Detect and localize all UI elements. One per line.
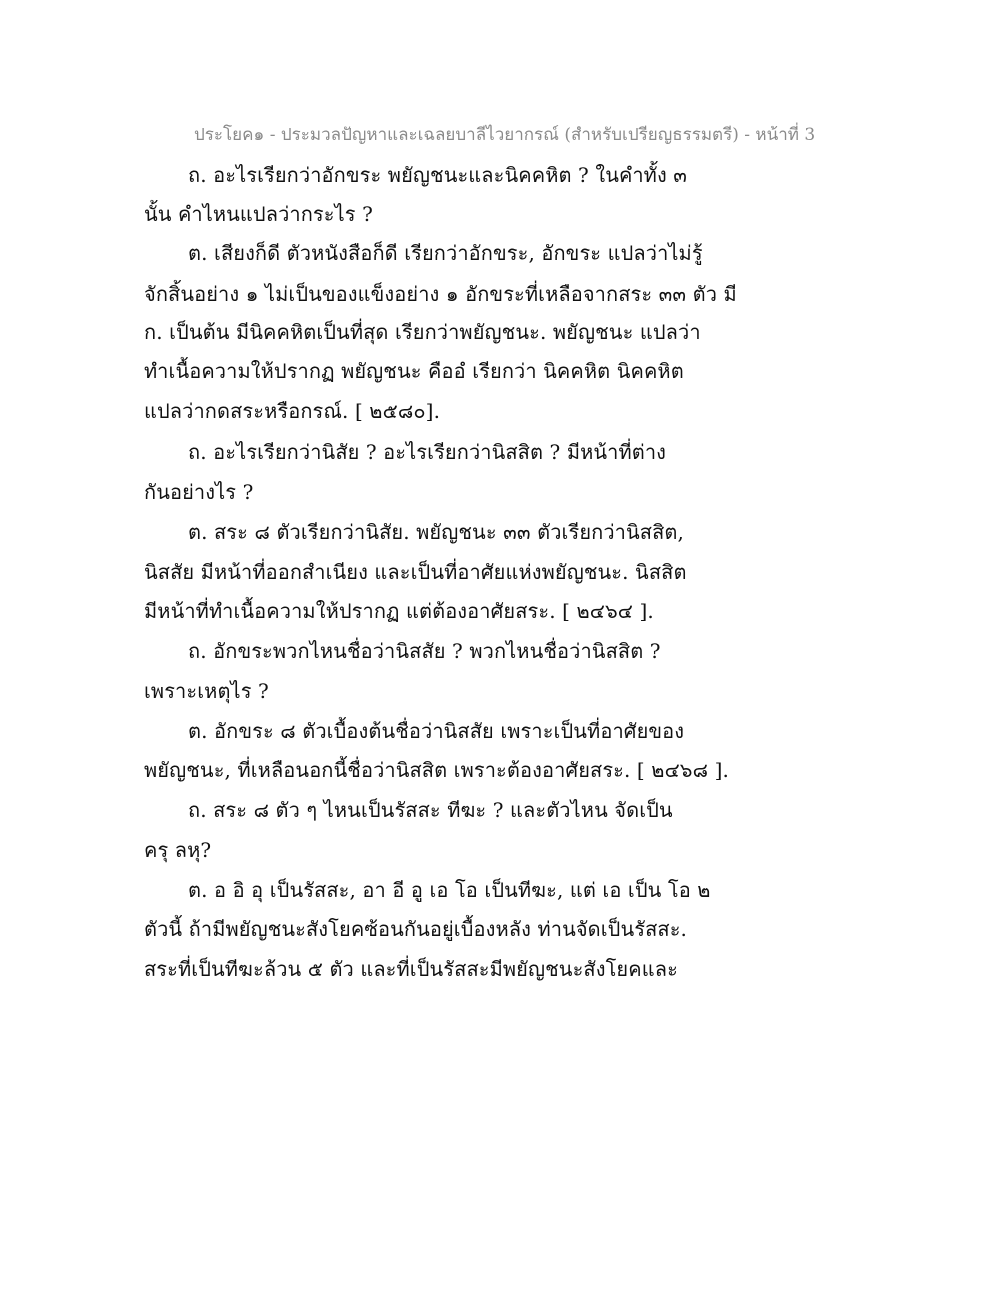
answer-line: ต. อ อิ อุ เป็นรัสสะ, อา อี อู เอ โอ เป็นทีฆะ, แต่ เอ เป็น โอ ๒ bbox=[188, 878, 711, 902]
question-line: เพราะเหตุไร ? bbox=[144, 679, 269, 703]
answer-line: มีหน้าที่ทำเนื้อความให้ปรากฏ แต่ต้องอาศัยสระ. [ ๒๔๖๔ ]. bbox=[144, 599, 654, 623]
answer-line: ทำเนื้อความให้ปรากฏ พยัญชนะ คืออํ เรียกว่า นิคคหิต นิคคหิต bbox=[144, 359, 684, 383]
answer-line: พยัญชนะ, ที่เหลือนอกนี้ชื่อว่านิสสิต เพราะต้องอาศัยสระ. [ ๒๔๖๘ ]. bbox=[144, 758, 729, 782]
answer-line: จักสิ้นอย่าง ๑ ไม่เป็นของแข็งอย่าง ๑ อักขระที่เหลือจากสระ ๓๓ ตัว มี bbox=[144, 282, 737, 306]
question-line: กันอย่างไร ? bbox=[144, 480, 254, 504]
question-line: ถ. อะไรเรียกว่านิสัย ? อะไรเรียกว่านิสสิต ? มีหน้าที่ต่าง bbox=[188, 440, 667, 464]
answer-line: นิสสัย มีหน้าที่ออกสำเนียง และเป็นที่อาศัยแห่งพยัญชนะ. นิสสิต bbox=[144, 560, 687, 584]
question-line: ครุ ลหุ? bbox=[144, 838, 212, 862]
page-header: ประโยค๑ - ประมวลปัญหาและเฉลยบาลีไวยากรณ์ (สำหรับเปรียญธรรมตรี) - หน้าที่ 3 bbox=[194, 125, 816, 145]
answer-line: ตัวนี้ ถ้ามีพยัญชนะสังโยคซ้อนกันอยู่เบื้องหลัง ท่านจัดเป็นรัสสะ. bbox=[144, 917, 688, 941]
question-line: ถ. สระ ๘ ตัว ๆ ไหนเป็นรัสสะ ทีฆะ ? และตัวไหน จัดเป็น bbox=[188, 798, 673, 822]
answer-line: สระที่เป็นทีฆะล้วน ๕ ตัว และที่เป็นรัสสะมีพยัญชนะสังโยคและ bbox=[144, 957, 678, 981]
answer-line: ต. เสียงก็ดี ตัวหนังสือก็ดี เรียกว่าอักขระ, อักขระ แปลว่าไม่รู้ bbox=[188, 241, 703, 265]
answer-line: ต. อักขระ ๘ ตัวเบื้องต้นชื่อว่านิสสัย เพราะเป็นที่อาศัยของ bbox=[188, 719, 685, 743]
question-line: นั้น คำไหนแปลว่ากระไร ? bbox=[144, 202, 373, 226]
answer-line: ก. เป็นต้น มีนิคคหิตเป็นที่สุด เรียกว่าพยัญชนะ. พยัญชนะ แปลว่า bbox=[144, 320, 701, 344]
answer-line: แปลว่ากดสระหรือกรณ์. [ ๒๕๘๐]. bbox=[144, 399, 441, 423]
question-line: ถ. อะไรเรียกว่าอักขระ พยัญชนะและนิคคหิต ? ในคำทั้ง ๓ bbox=[188, 163, 688, 187]
answer-line: ต. สระ ๘ ตัวเรียกว่านิสัย. พยัญชนะ ๓๓ ตัวเรียกว่านิสสิต, bbox=[188, 520, 684, 544]
question-line: ถ. อักขระพวกไหนชื่อว่านิสสัย ? พวกไหนชื่อว่านิสสิต ? bbox=[188, 639, 661, 663]
